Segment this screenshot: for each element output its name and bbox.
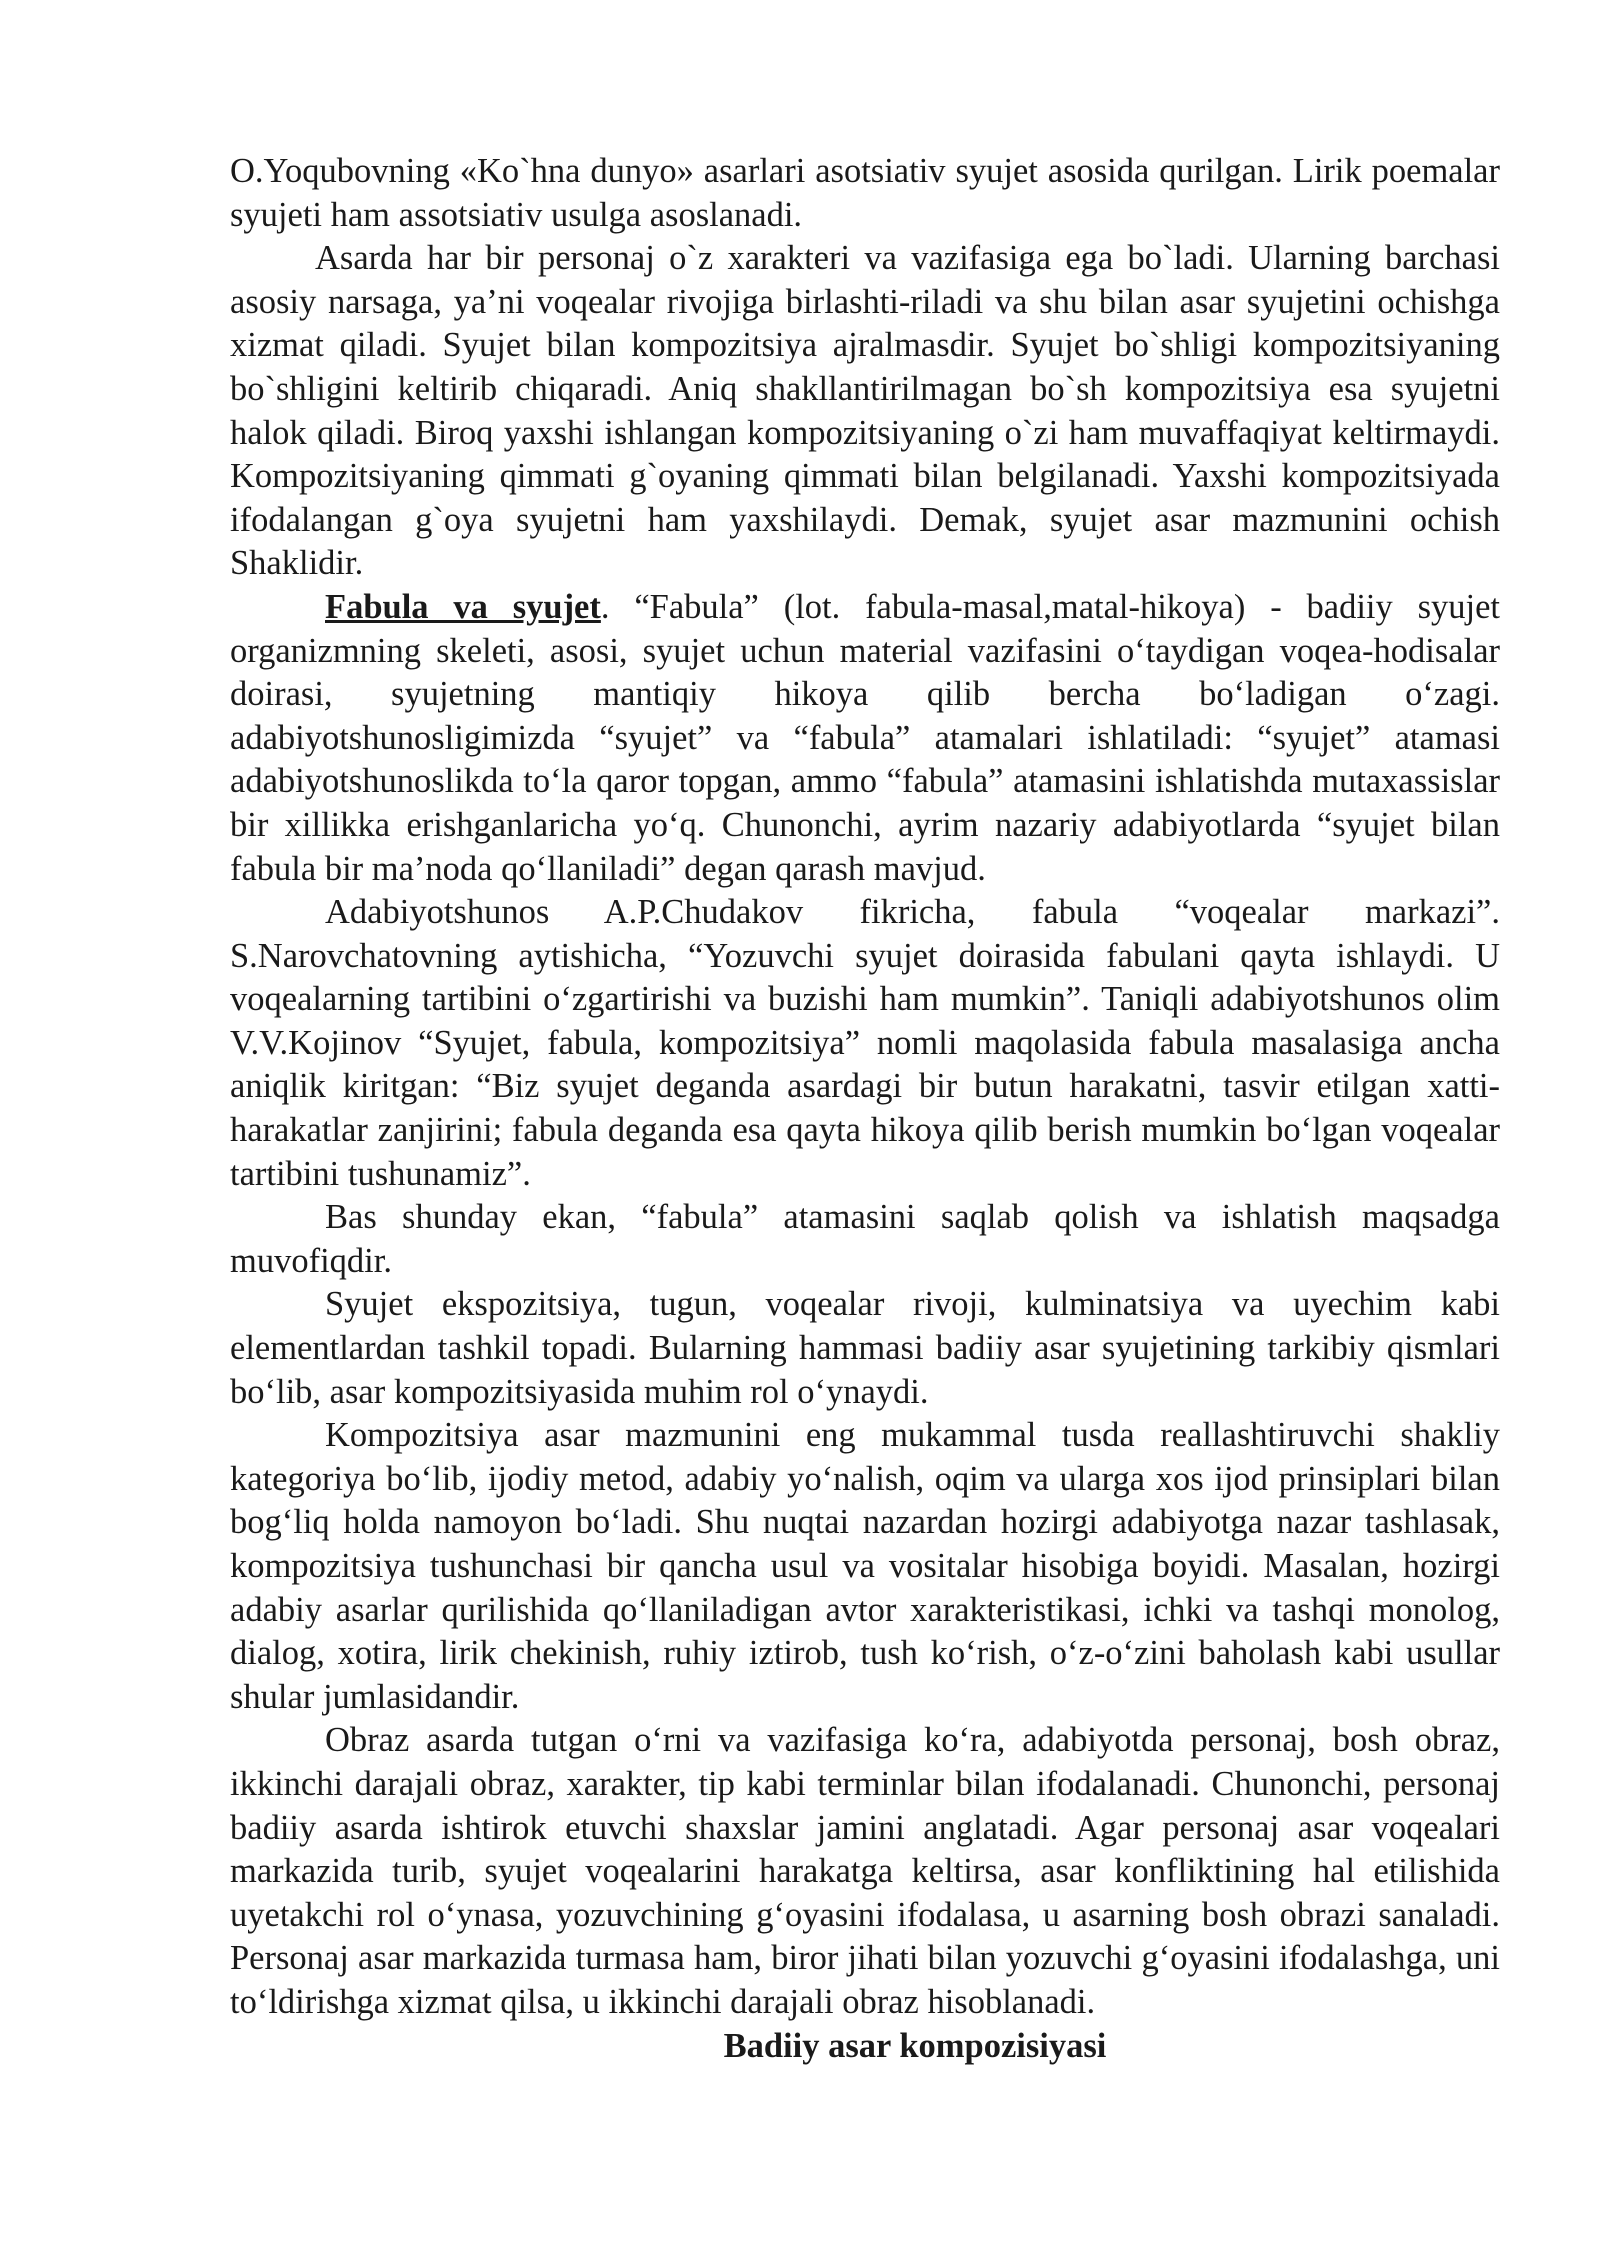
- term-fabula-va-syujet: Fabula va syujet: [325, 587, 601, 626]
- document-page: [230, 150, 1500, 2068]
- paragraph-4: Adabiyotshunos A.P.Chudakov fikricha, fabula “voqealar markazi”. S.Narovchatovning aytishicha, “Yozuvchi syujet doirasida fabulani qayta ishlaydi. U voqealarning tartibini o‘zgartirishi va buzishi ham mumkin”. Taniqli adabiyotshunos olim V.V.Kojinov “Syujet, fabula, kompozitsiya” nomli maqolasida fabula masalasiga ancha aniqlik kiritgan: “Biz syujet deganda asardagi bir butun harakatni, tasvir etilgan xatti-harakatlar zanjirini; fabula deganda esa qayta hikoya qilib berish mumkin bo‘lgan voqealar tartibini tushunamiz”.: [230, 893, 1500, 1193]
- paragraph-5: Bas shunday ekan, “fabula” atamasini saqlab qolish va ishlatish maqsadga muvofiqdir.: [230, 1198, 1500, 1280]
- paragraph-8: Obraz asarda tutgan o‘rni va vazifasiga ko‘ra, adabiyotda personaj, bosh obraz, ikkinchi darajali obraz, xarakter, tip kabi terminlar bilan ifodalanadi. Chunonchi, personaj badiiy asarda ishtirok etuvchi shaxslar jamini anglatadi. Agar personaj asar voqealari markazida turib, syujet voqealarini harakatga keltirsa, asar konfliktining hal etilishida uyetakchi rol o‘ynasa, yozuvchining g‘oyasini ifodalasa, u asarning bosh obrazi sanaladi. Personaj asar markazida turmasa ham, biror jihati bilan yozuvchi g‘oyasini ifodalashga, uni to‘ldirishga xizmat qilsa, u ikkinchi darajali obraz hisoblanadi.: [230, 1721, 1500, 2021]
- section-heading: Badiiy asar kompozisiyasi: [723, 2026, 1107, 2065]
- paragraph-1: O.Yoqubovning «Ko`hna dunyo» asarlari asotsiativ syujet asosida qurilgan. Lirik poemalar syujeti ham assotsiativ usulga asoslanadi.: [230, 152, 1500, 234]
- paragraph-6: Syujet ekspozitsiya, tugun, voqealar rivoji, kulminatsiya va uyechim kabi elementlardan tashkil topadi. Bularning hammasi badiiy asar syujetining tarkibiy qismlari bo‘lib, asar kompozitsiyasida muhim rol o‘ynaydi.: [230, 1285, 1500, 1411]
- paragraph-2: Asarda har bir personaj o`z xarakteri va vazifasiga ega bo`ladi. Ularning barchasi asosiy narsaga, ya’ni voqealar rivojiga birlashti-riladi va shu bilan asar syujetini ochishga xizmat qiladi. Syujet bilan kompozitsiya ajralmasdir. Syujet bo`shligi kompozitsiyaning bo`shligini keltirib chiqaradi. Aniq shakllantirilmagan bo`sh kompozitsiya esa syujetni halok qiladi. Biroq yaxshi ishlangan kompozitsiyaning o`zi ham muvaffaqiyat keltirmaydi. Kompozitsiyaning qimmati g`oyaning qimmati bilan belgilanadi. Yaxshi kompozitsiyada ifodalangan g`oya syujetni ham yaxshilaydi. Demak, syujet asar mazmunini ochish Shaklidir.: [230, 239, 1500, 583]
- paragraph-7: Kompozitsiya asar mazmunini eng mukammal tusda reallashtiruvchi shakliy kategoriya bo‘lib, ijodiy metod, adabiy yo‘nalish, oqim va ularga xos ijod prinsiplari bilan bog‘liq holda namoyon bo‘ladi. Shu nuqtai nazardan hozirgi adabiyotga nazar tashlasak, kompozitsiya tushunchasi bir qancha usul va vositalar hisobiga boyidi. Masalan, hozirgi adabiy asarlar qurilishida qo‘llaniladigan avtor xarakteristikasi, ichki va tashqi monolog, dialog, xotira, lirik chekinish, ruhiy iztirob, tush ko‘rish, o‘z-o‘zini baholash kabi usullar shular jumlasidandir.: [230, 1416, 1500, 1716]
- paragraph-3: [230, 586, 1500, 891]
- paragraph-3-text: . “Fabula” (lot. fabula-masal,matal-hikoya) - badiiy syujet organizmning skeleti, asosi, syujet uchun material vazifasini o‘taydigan voqea-hodisalar doirasi, syujetning mantiqiy hikoya qilib bercha bo‘ladigan o‘zagi. adabiyotshunosligimizda “syujet” va “fabula” atamalari ishlatiladi: “syujet” atamasi adabiyotshunoslikda to‘la qaror topgan, ammo “fabula” atamasini ishlatishda mutaxassislar bir xillikka erishganlaricha yo‘q. Chunonchi, ayrim nazariy adabiyotlarda “syujet bilan fabula bir ma’noda qo‘llaniladi” degan qarash mavjud.: [230, 587, 1501, 888]
